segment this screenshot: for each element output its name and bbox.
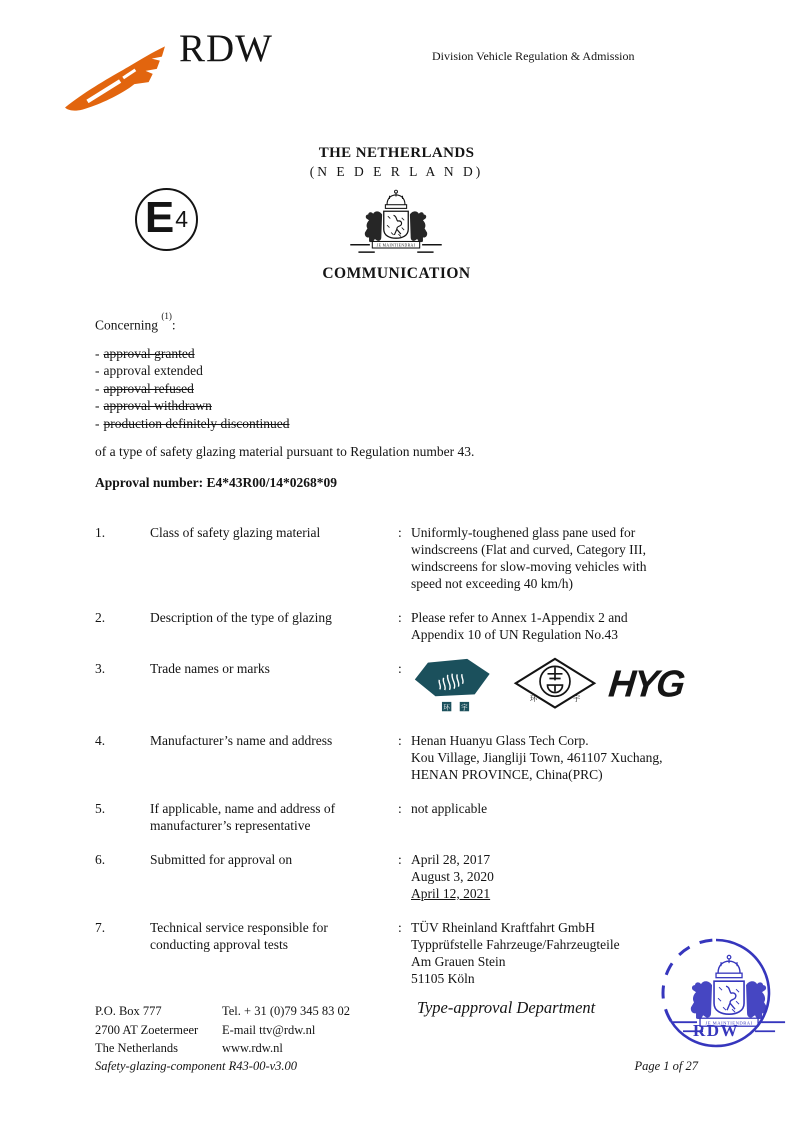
option-text: approval extended <box>103 363 203 378</box>
item-colon: : <box>398 661 402 676</box>
communication-heading: COMMUNICATION <box>322 265 471 282</box>
item-label: Description of the type of glazing <box>150 610 332 625</box>
item-number: 4. <box>95 733 106 748</box>
item-row-5 <box>95 800 707 834</box>
page-number: Page 1 of 27 <box>634 1059 698 1073</box>
item-row-4 <box>95 732 707 783</box>
concerning-label: Concerning <box>95 317 158 333</box>
option-text: approval refused <box>103 380 194 396</box>
rdw-round-stamp-icon <box>640 931 792 1055</box>
item-colon: : <box>398 920 402 935</box>
item-number: 7. <box>95 920 106 935</box>
option-dash: - <box>95 415 100 431</box>
item-value: Henan Huanyu Glass Tech Corp. Kou Village, Jiangliji Town, 461107 Xuchang, HENAN PROVINCE, China(PRC) <box>411 733 663 782</box>
item-value: Please refer to Annex 1-Appendix 2 and Appendix 10 of UN Regulation No.43 <box>411 610 628 642</box>
concerning-colon: : <box>171 317 176 333</box>
option-text: production definitely discontinued <box>103 415 290 431</box>
stamp-label: RDW <box>692 1021 740 1040</box>
division-title: Division Vehicle Regulation & Admission <box>432 49 635 63</box>
item-value: TÜV Rheinland Kraftfahrt GmbH Typprüfstelle Fahrzeuge/Fahrzeugteile Am Grauen Stein 51105 Köln <box>411 920 620 986</box>
option-approval-granted <box>95 345 707 363</box>
item-number: 2. <box>95 610 106 625</box>
main-body <box>95 313 707 1004</box>
bottom-reference-row <box>95 1059 698 1074</box>
item-label: Class of safety glazing material <box>150 525 321 540</box>
approval-number-value: E4*43R00/14*0268*09 <box>206 475 338 490</box>
option-dash: - <box>95 398 100 413</box>
mark2-char-2: 宇 <box>572 693 581 703</box>
item-row-1 <box>95 524 707 592</box>
e-mark-letter: E <box>144 192 175 242</box>
rdw-wordmark: RDW <box>179 27 273 70</box>
item-number: 6. <box>95 852 106 867</box>
mark1-char-1: 环 <box>443 704 450 712</box>
mark1-char-2: 宇 <box>461 704 468 712</box>
item-number: 3. <box>95 661 106 676</box>
item-row-2 <box>95 609 707 643</box>
e4-approval-mark <box>135 188 198 251</box>
country-name: THE NETHERLANDS <box>318 145 475 161</box>
department-name: Type-approval Department <box>417 998 596 1017</box>
option-approval-refused <box>95 380 707 398</box>
subject-line: of a type of safety glazing material pursuant to Regulation number 43. <box>95 444 475 459</box>
footer-contact: Tel. + 31 (0)79 345 83 02 E-mail ttv@rdw.nl www.rdw.nl <box>222 1004 351 1055</box>
item-value: Uniformly-toughened glass pane used for windscreens (Flat and curved, Category III, windscreens for slow-moving vehicles with speed not exceeding 40 km/h) <box>411 525 647 591</box>
huanyu-hexagon-mark-icon <box>411 657 501 715</box>
item-value: not applicable <box>411 801 488 816</box>
item-label: Submitted for approval on <box>150 852 293 867</box>
item-row-6 <box>95 851 707 902</box>
item-value: April 28, 2017 August 3, 2020 April 12, 2021 <box>411 851 707 902</box>
option-dash: - <box>95 363 100 378</box>
country-name-native: (N E D E R L A N D) <box>309 164 484 179</box>
item-label: Trade names or marks <box>150 661 270 676</box>
approval-number-label: Approval number: <box>95 475 204 490</box>
items-list <box>95 524 707 987</box>
item-colon: : <box>398 525 402 540</box>
item-label: Manufacturer’s name and address <box>150 733 333 748</box>
option-approval-extended <box>95 362 707 380</box>
option-text: approval granted <box>103 345 195 361</box>
rdw-wing-logo-icon <box>62 42 168 114</box>
item-label: Technical service responsible for conducting approval tests <box>150 920 328 952</box>
item-number: 5. <box>95 801 106 816</box>
item-row-7 <box>95 919 707 987</box>
hyg-logotype: HYG <box>606 662 686 705</box>
item-colon: : <box>398 610 402 625</box>
option-text: approval withdrawn <box>103 398 212 413</box>
approval-number-line <box>95 474 707 491</box>
item-colon: : <box>398 852 402 867</box>
mark2-char-1: 环 <box>529 693 538 703</box>
option-approval-withdrawn <box>95 397 707 415</box>
underlined-date: April 12, 2021 <box>411 886 491 901</box>
huanyu-diamond-mark-icon <box>510 657 600 715</box>
item-number: 1. <box>95 525 106 540</box>
option-dash: - <box>95 345 100 361</box>
option-dash: - <box>95 380 100 396</box>
item-colon: : <box>398 801 402 816</box>
item-row-3 <box>95 660 707 715</box>
option-production-discontinued <box>95 415 707 433</box>
footer-address: P.O. Box 777 2700 AT Zoetermeer The Netherlands <box>95 1004 199 1055</box>
e-mark-number: 4 <box>175 206 189 232</box>
item-colon: : <box>398 733 402 748</box>
country-block <box>0 145 793 180</box>
item-label: If applicable, name and address of manufacturer’s representative <box>150 801 336 833</box>
footnote-ref: (1) <box>161 311 172 321</box>
doc-reference: Safety-glazing-component R43-00-v3.00 <box>95 1059 298 1073</box>
concerning-options <box>95 345 707 433</box>
netherlands-coat-of-arms-icon <box>347 187 445 260</box>
concerning-line <box>95 313 707 334</box>
trade-marks-row <box>411 657 707 715</box>
